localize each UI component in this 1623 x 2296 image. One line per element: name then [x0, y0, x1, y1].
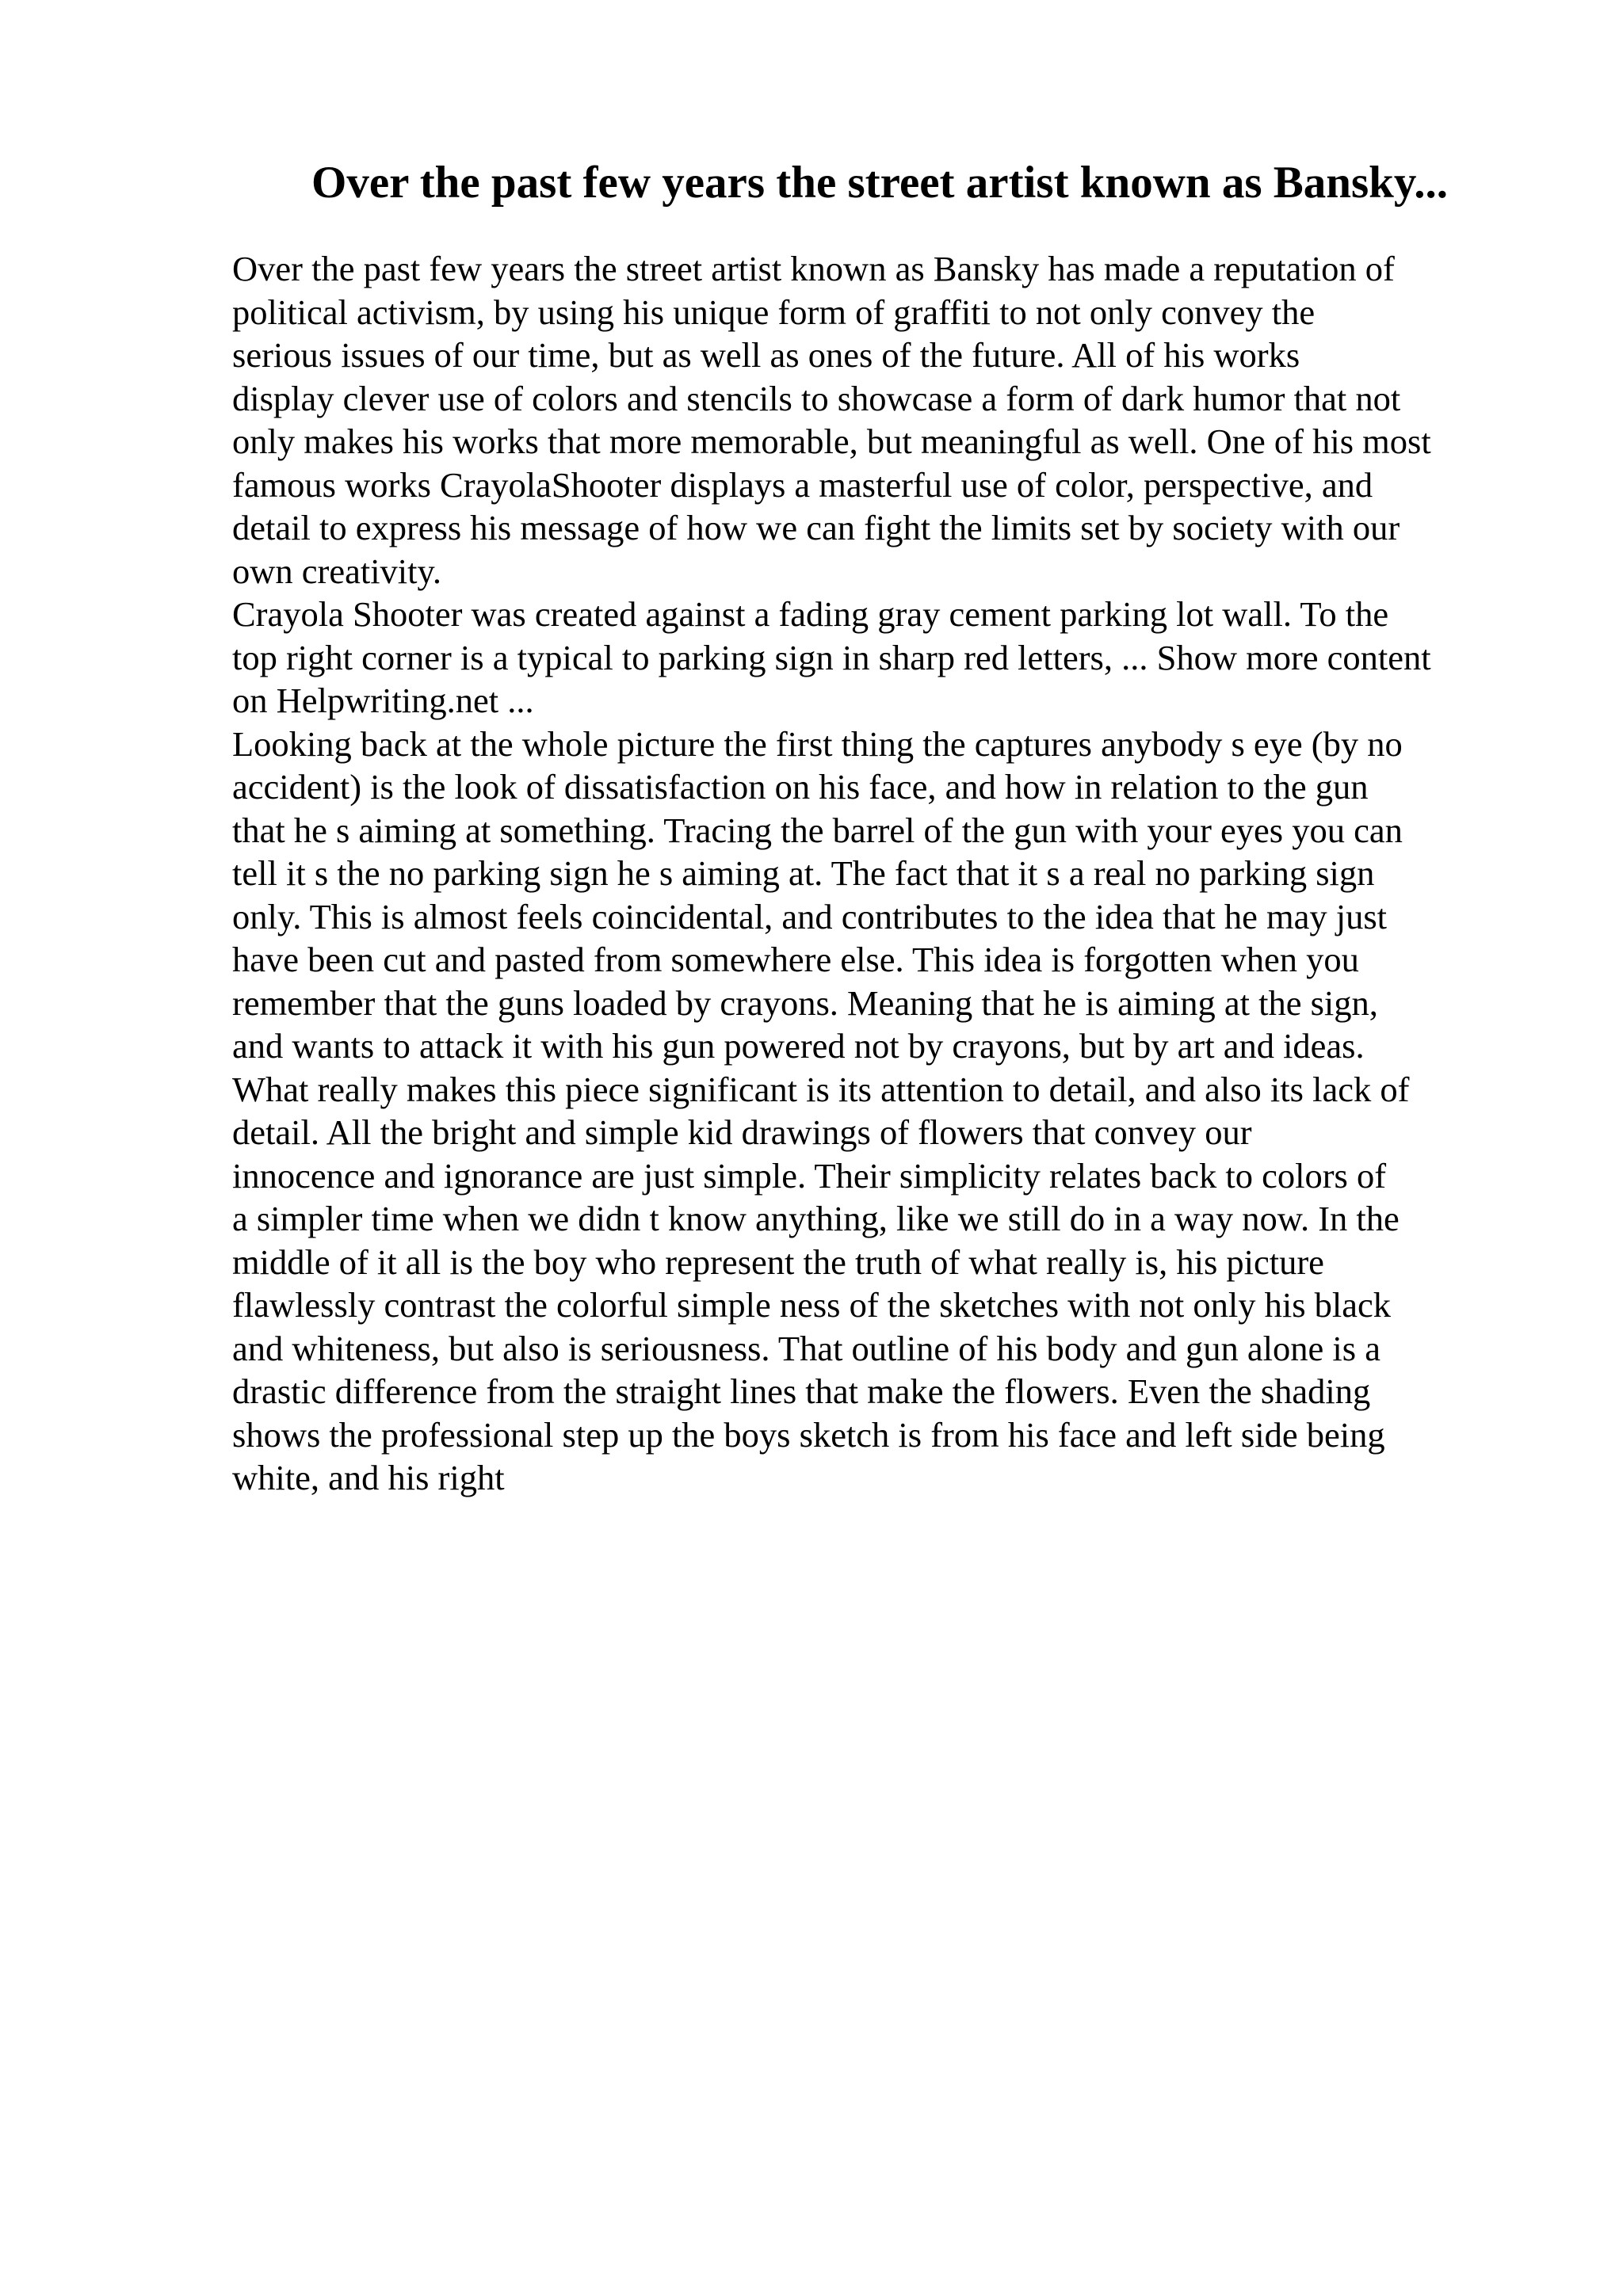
body-text-line: middle of it all is the boy who represent the truth of what really is, his picture	[232, 1241, 1324, 1282]
body-text-line: famous works CrayolaShooter displays a masterful use of color, perspective, and	[232, 464, 1373, 505]
body-text-line: Over the past few years the street artist known as Bansky has made a reputation of	[232, 249, 1395, 288]
body-text-line: and whiteness, but also is seriousness. That outline of his body and gun alone is a	[232, 1328, 1381, 1368]
document-body	[232, 247, 1532, 1500]
body-text-line: Crayola Shooter was created against a fading gray cement parking lot wall. To the	[232, 594, 1389, 634]
body-text-line: have been cut and pasted from somewhere else. This idea is forgotten when you	[232, 940, 1359, 979]
body-text-line: drastic difference from the straight lines that make the flowers. Even the shading	[232, 1371, 1371, 1411]
body-text-line: innocence and ignorance are just simple. Their simplicity relates back to colors of	[232, 1155, 1387, 1196]
body-text-line: detail. All the bright and simple kid drawings of flowers that convey our	[232, 1112, 1252, 1152]
body-text-line: on Helpwriting.net ...	[232, 681, 534, 720]
document-title: Over the past few years the street artist known as Bansky...	[311, 158, 1448, 208]
body-text-line: top right corner is a typical to parking sign in sharp red letters, ... Show more content	[232, 637, 1431, 677]
body-text-line: white, and his right	[232, 1458, 505, 1497]
body-text-line: shows the professional step up the boys sketch is from his face and left side being	[232, 1414, 1385, 1455]
body-text-line: serious issues of our time, but as well as ones of the future. All of his works	[232, 335, 1300, 375]
body-text-line: political activism, by using his unique form of graffiti to not only convey the	[232, 292, 1316, 332]
body-text-line: detail to express his message of how we can fight the limits set by society with our	[232, 508, 1400, 547]
body-text-line: tell it s the no parking sign he s aiming at. The fact that it s a real no parking sign	[232, 853, 1375, 893]
body-text-line: remember that the guns loaded by crayons. Meaning that he is aiming at the sign,	[232, 982, 1378, 1023]
body-text-line: that he s aiming at something. Tracing the barrel of the gun with your eyes you can	[232, 810, 1403, 850]
body-text-line: Looking back at the whole picture the first thing the captures anybody s eye (by no	[232, 723, 1403, 764]
body-text-line: What really makes this piece significant is its attention to detail, and also its lack of	[232, 1069, 1410, 1109]
body-text-line: accident) is the look of dissatisfaction on his face, and how in relation to the gun	[232, 767, 1369, 807]
body-text-line: a simpler time when we didn t know anything, like we still do in a way now. In the	[232, 1199, 1400, 1238]
body-text-line: flawlessly contrast the colorful simple ness of the sketches with not only his black	[232, 1285, 1392, 1325]
body-text-line: only makes his works that more memorable, but meaningful as well. One of his most	[232, 421, 1431, 461]
body-text-line: and wants to attack it with his gun powered not by crayons, but by art and ideas.	[232, 1026, 1365, 1066]
body-text-line: own creativity.	[232, 551, 442, 591]
body-text-line: display clever use of colors and stencils to showcase a form of dark humor that not	[232, 378, 1401, 418]
body-text-line: only. This is almost feels coincidental, and contributes to the idea that he may just	[232, 896, 1388, 936]
